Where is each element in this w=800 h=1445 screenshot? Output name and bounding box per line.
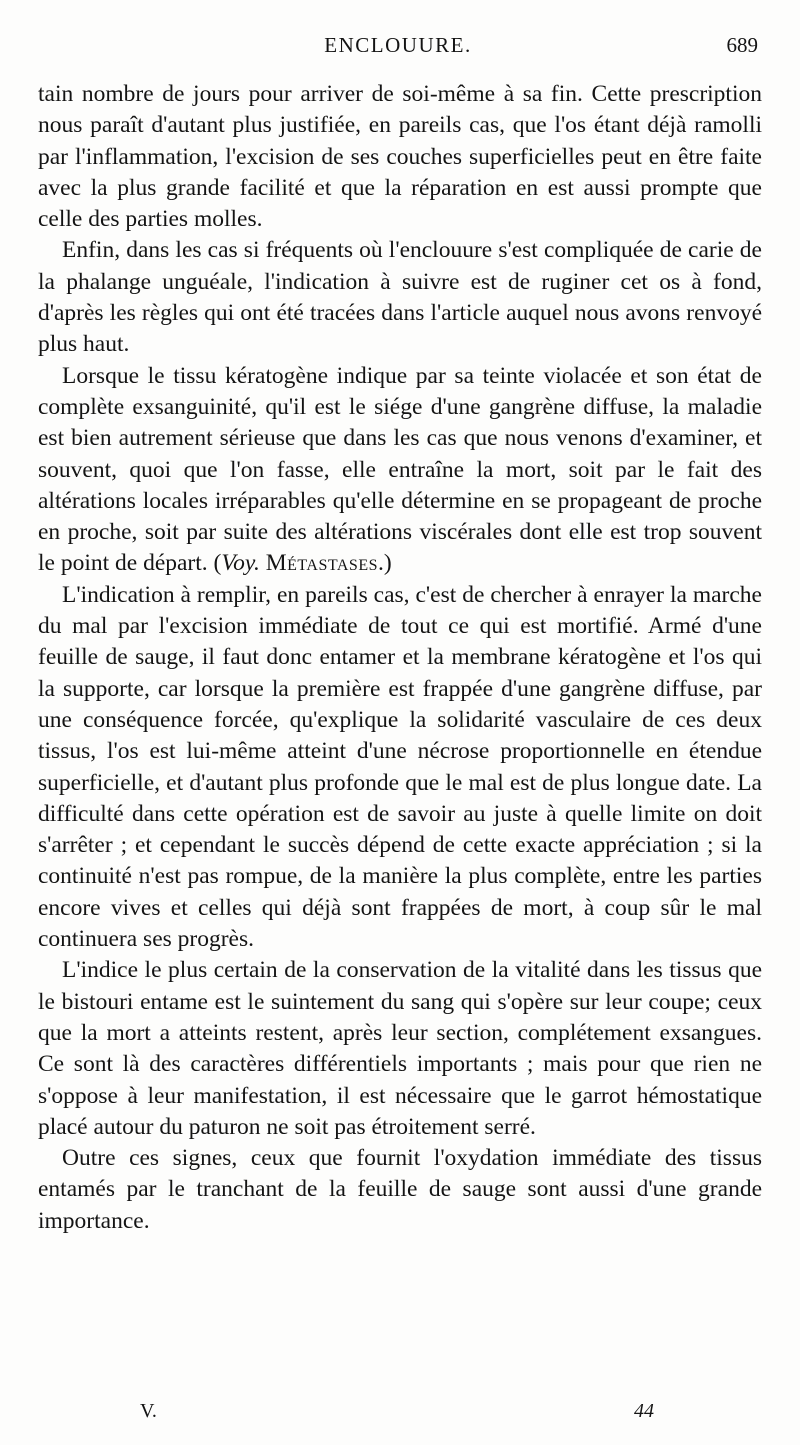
page-header bbox=[38, 33, 758, 63]
paragraph-3-end: .) bbox=[378, 550, 392, 577]
cross-reference-metastases: Métastases bbox=[265, 550, 378, 577]
paragraph-2: Enfin, dans les cas si fréquents où l'enclouure s'est compliquée de carie de la phalange unguéale, l'indication à suivre est de ruginer cet os à fond, d'après les règles qui ont été tracées dans l'article auquel nous avons renvoyé plus haut. bbox=[38, 237, 762, 358]
paragraph-6: Outre ces signes, ceux que fournit l'oxydation immédiate des tissus entamés par le tranchant de la feuille de sauge sont aussi d'une grande importance. bbox=[38, 1145, 762, 1234]
sheet-number: 44 bbox=[634, 1400, 654, 1422]
paragraph-1: tain nombre de jours pour arriver de soi-même à sa fin. Cette prescription nous paraît d'autant plus justifiée, en pareils cas, que l'os étant déjà ramolli par l'inflammation, l'excision de ses couches superficielles peut en être faite avec la plus grande facilité et que la réparation en est aussi prompte que celle des parties molles. bbox=[38, 81, 762, 233]
body-text bbox=[38, 79, 762, 1237]
running-title: ENCLOUURE. bbox=[324, 33, 472, 57]
page-number: 689 bbox=[726, 33, 758, 57]
paragraph-3 bbox=[38, 361, 762, 580]
paragraph-3-text: Lorsque le tissu kératogène indique par sa teinte violacée et son état de complète exsanguinité, qu'il est le siége d'une gangrène diffuse, la maladie est bien autrement sérieuse que dans les cas que nous venons d'examiner, et souvent, quoi que l'on fasse, elle entraîne la mort, soit par le fait des altérations locales irréparables qu'elle détermine en se propageant de proche en proche, soit par suite des altérations viscérales dont elle est trop souvent le point de départ. ( bbox=[38, 362, 762, 577]
page-footer bbox=[38, 1400, 758, 1430]
paragraph-4: L'indication à remplir, en pareils cas, c'est de chercher à enrayer la marche du mal par l'excision immédiate de tout ce qui est mortifié. Armé d'une feuille de sauge, il faut donc entamer et la membrane kératogène et l'os qui la supporte, car lorsque la première est frappée d'une gangrène diffuse, par une conséquence forcée, qu'explique la solidarité vasculaire de ces deux tissus, l'os est lui-même atteint d'une nécrose proportionnelle en étendue superficielle, et d'autant plus profonde que le mal est de plus longue date. La difficulté dans cette opération est de savoir au juste à quelle limite on doit s'arrêter ; et cependant le succès dépend de cette exacte appréciation ; si la continuité n'est pas rompue, de la manière la plus complète, entre les parties encore vives et celles qui déjà sont frappées de mort, à coup sûr le mal continuera ses progrès. bbox=[38, 581, 762, 953]
paragraph-5: L'indice le plus certain de la conservation de la vitalité dans les tissus que le bistouri entame est le suintement du sang qui s'opère sur leur coupe; ceux que la mort a atteints restent, après leur section, complétement exsangues. Ce sont là des caractères différentiels importants ; mais pour que rien ne s'oppose à leur manifestation, il est nécessaire que le garrot hémostatique placé autour du paturon ne soit pas étroitement serré. bbox=[38, 957, 762, 1140]
signature-mark: V. bbox=[140, 1400, 157, 1422]
see-reference: Voy. bbox=[221, 550, 260, 577]
